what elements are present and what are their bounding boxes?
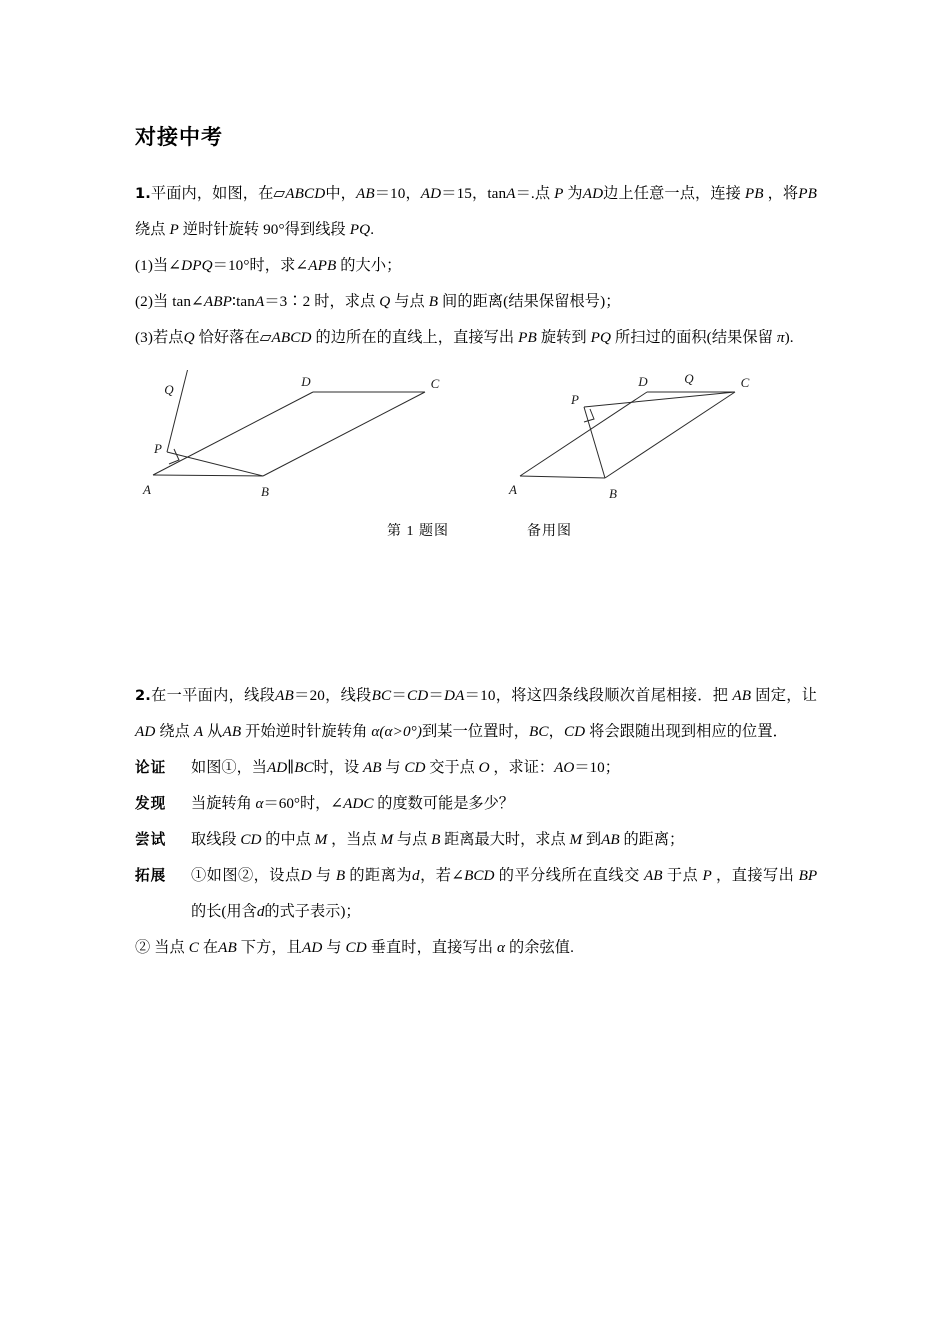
var-abcd: ABCD [285, 185, 326, 203]
stem-text: . [370, 221, 375, 239]
item-text: 如图①，当 [191, 759, 267, 777]
item-body [191, 822, 817, 858]
stem-text: 绕点 [159, 723, 190, 741]
var-bcd: BCD [464, 867, 495, 885]
stem-text: 为 [567, 185, 583, 203]
item-text: 的平分线所在直线交 [498, 867, 640, 885]
sub-text: ＝10°时，求∠ [212, 257, 309, 275]
var-ab: AB [601, 831, 620, 849]
var-abcd: ABCD [271, 329, 312, 347]
figure-1-diagram [142, 370, 440, 499]
var-alpha: α [255, 795, 264, 813]
var-pq: PQ [349, 221, 371, 239]
item-text: 距离最大时，求点 [444, 831, 566, 849]
var-d: D [300, 867, 312, 885]
item-label-changshi: 尝试 [135, 831, 167, 849]
var-m: M [314, 831, 328, 849]
stem-text: ， [548, 723, 564, 741]
problem-2-item-faxian [135, 786, 817, 822]
stem-text: 在一平面内，线段 [150, 687, 276, 705]
problem-1-sub-1 [135, 248, 817, 284]
segment-ab [153, 475, 263, 476]
segment-pq-2 [584, 392, 735, 407]
item-text: 的度数可能是多少？ [377, 795, 514, 813]
sub-text: 的边所在的直线上，直接写出 [315, 329, 515, 347]
var-q: Q [183, 329, 195, 347]
var-b: B [428, 293, 439, 311]
label-b: B [261, 484, 269, 500]
item-text: 与点 [396, 831, 428, 849]
stem-text: 中， [325, 185, 356, 203]
item-text: 的式子表示)； [264, 903, 361, 921]
item-text: 与 [385, 759, 401, 777]
value-ab: ＝10 [374, 185, 406, 203]
var-ab: AB [362, 759, 382, 777]
sub-text: ). [784, 329, 794, 347]
sub-text: 恰好落在 [198, 329, 260, 347]
var-cd: CD [404, 759, 426, 777]
sub-text: 若点 [153, 329, 184, 347]
segment-bc-2 [605, 392, 735, 478]
problem-2-stem [135, 678, 817, 750]
sub-text: 旋转到 [540, 329, 587, 347]
item-text: 的余弦值. [508, 939, 574, 957]
stem-text: 平面内，如图，在 [150, 185, 274, 203]
item-text: ，若∠ [419, 867, 465, 885]
problem-1-sub-3 [135, 320, 817, 356]
label-b-2: B [609, 486, 617, 502]
item-text: ＝60°时，∠ [263, 795, 344, 813]
item-text: 的中点 [265, 831, 311, 849]
item-text: 时，设 [313, 759, 360, 777]
var-ab-3: AB [222, 723, 242, 741]
tan-function: tan [487, 185, 507, 203]
item-text: ，当点 [331, 831, 377, 849]
item-text: 交于点 [429, 759, 475, 777]
sub-text: ∶tan [232, 293, 255, 311]
var-adc: ADC [343, 795, 374, 813]
segment-bc [263, 392, 425, 476]
var-q: Q [379, 293, 391, 311]
var-bp: BP [798, 867, 818, 885]
label-p-2: P [571, 392, 579, 408]
sub-text: ＝3∶2 时，求点 [264, 293, 376, 311]
var-b: B [431, 831, 441, 849]
var-p: P [554, 185, 564, 203]
var-cd: CD [406, 687, 429, 705]
segment-pb [167, 452, 263, 476]
stem-text: 绕点 [135, 221, 166, 239]
item-text: 当点 [150, 939, 185, 957]
problem-2-item-lunzheng [135, 750, 817, 786]
var-alpha: α [496, 939, 506, 957]
stem-text: 边上任意一点，连接 [603, 185, 741, 203]
stem-text: 到某一位置时， [422, 723, 530, 741]
var-c: C [188, 939, 199, 957]
geometry-figures-svg [135, 370, 817, 520]
var-ab: AB [218, 939, 237, 957]
stem-text: 开始逆时针旋转角 [245, 723, 368, 741]
sub-text: 的大小； [340, 257, 402, 275]
var-cd-2: CD [563, 723, 586, 741]
sub-text: 间的距离(结果保留根号)； [442, 293, 621, 311]
problem-2-number: 2. [135, 687, 151, 705]
sub-text: 当 tan∠ [153, 293, 204, 311]
problem-1-sub-2 [135, 284, 817, 320]
sub-text: 与点 [394, 293, 425, 311]
var-bc-2: BC [529, 723, 549, 741]
var-ad: AD [135, 723, 156, 741]
segment-pb-2 [584, 407, 605, 478]
label-c: C [430, 376, 440, 392]
var-ad-2: AD [582, 185, 604, 203]
var-abp: ABP [203, 293, 233, 311]
stem-text: ，将这四条线段顺次首尾相接．把 [495, 687, 729, 705]
item-label-faxian: 发现 [135, 795, 167, 813]
problem-2-item-final [135, 930, 817, 966]
item-text: ＝10； [574, 759, 620, 777]
vertical-spacer [135, 546, 817, 678]
var-alpha: α(α>0°) [371, 723, 423, 741]
var-ad: AD [266, 759, 288, 777]
item-text: 与 [326, 939, 342, 957]
var-a: A [506, 185, 516, 203]
page-title: 对接中考 [135, 125, 223, 149]
sub-marker: (3) [135, 329, 154, 347]
var-p-2: P [169, 221, 179, 239]
label-p: P [154, 441, 162, 457]
problem-1-figures [135, 370, 817, 520]
parallelogram-symbol: ▱ [273, 185, 286, 203]
var-d-lower: d [412, 867, 420, 885]
item-text: 当旋转角 [191, 795, 252, 813]
item-body [191, 858, 817, 930]
var-cd: CD [240, 831, 262, 849]
stem-text: 逆时针旋转 90°得到线段 [182, 221, 346, 239]
circled-two-marker: ② [135, 939, 151, 957]
sub-text: 所扫过的面积(结果保留 [614, 329, 773, 347]
item-text: ①如图②，设点 [191, 867, 301, 885]
item-text: 于点 [666, 867, 699, 885]
item-text: 的长(用含 [191, 903, 257, 921]
var-ab: AB [355, 185, 375, 203]
figure-2-diagram [508, 371, 750, 501]
var-bc: BC [294, 759, 314, 777]
label-q-2: Q [684, 371, 694, 387]
stem-text: 将会跟随出现到相应的位置． [589, 723, 788, 741]
var-da: DA [444, 687, 465, 705]
var-ab: AB [644, 867, 663, 885]
label-a-2: A [509, 482, 517, 498]
value-cd: ＝ [428, 687, 445, 705]
problem-1-stem: 1.平面内，如图，在▱ABCD中，AB＝10，AD＝15，tanA＝.点 P 为AD边上任意一点，连接 PB ，将PB 绕点 P 逆时针旋转 90°得到线段 PQ. [135, 185, 817, 239]
var-pb: PB [744, 185, 764, 203]
var-ao: AO [554, 759, 575, 777]
sub-text: 当∠ [153, 257, 182, 275]
var-b: B [335, 867, 346, 885]
var-cd: CD [345, 939, 367, 957]
item-text: 的距离为 [349, 867, 413, 885]
figure-1-caption: 第 1 题图 [387, 524, 449, 540]
page-content [135, 125, 817, 966]
var-m-2: M [380, 831, 394, 849]
var-ab-2: AB [732, 687, 752, 705]
segment-ab-2 [520, 476, 605, 478]
value-bc: ＝ [391, 687, 407, 705]
item-text: 到 [585, 831, 602, 849]
var-ad: AD [301, 939, 323, 957]
var-p: P [702, 867, 712, 885]
item-label-tuozhan: 拓展 [135, 867, 167, 885]
item-text: 的距离； [623, 831, 685, 849]
var-pi: π [776, 329, 785, 347]
sub-marker: (1) [135, 257, 154, 275]
problem-1-number: 1. [135, 185, 151, 203]
var-pq: PQ [590, 329, 612, 347]
var-a: A [254, 293, 265, 311]
value-ad: ＝15 [441, 185, 472, 203]
label-d: D [301, 374, 311, 390]
parallel-symbol: ∥ [287, 759, 295, 777]
stem-text: 点 [534, 185, 551, 203]
item-text: 垂直时，直接写出 [370, 939, 494, 957]
stem-text: ，线段 [324, 687, 372, 705]
var-pb: PB [518, 329, 537, 347]
var-dpq: DPQ [181, 257, 213, 275]
stem-text: ，将 [767, 185, 799, 203]
var-bc: BC [371, 687, 392, 705]
parallelogram-symbol: ▱ [259, 329, 272, 347]
item-text: 在 [202, 939, 219, 957]
value-da: ＝10 [464, 687, 496, 705]
stem-text: 从 [207, 723, 223, 741]
item-text: 下方，且 [240, 939, 302, 957]
value-ab: ＝20 [293, 687, 325, 705]
item-text: ，直接写出 [716, 867, 795, 885]
figure-captions [135, 520, 817, 546]
item-text: 与 [315, 867, 332, 885]
var-pb-2: PB [798, 185, 817, 203]
problem-2-item-changshi [135, 822, 817, 858]
var-o: O [478, 759, 490, 777]
label-a: A [143, 482, 151, 498]
var-a: A [193, 723, 204, 741]
label-q: Q [164, 382, 174, 398]
label-d-2: D [638, 374, 648, 390]
value-tana: ＝. [515, 185, 535, 203]
var-ad: AD [420, 185, 442, 203]
item-body [191, 786, 817, 822]
var-d-lower-2: d [256, 903, 265, 921]
item-body [191, 750, 817, 786]
sub-marker: (2) [135, 293, 154, 311]
stem-text: 固定，让 [755, 687, 817, 705]
figure-2-caption: 备用图 [527, 524, 572, 540]
item-text: 取线段 [191, 831, 237, 849]
problem-2-item-tuozhan [135, 858, 817, 930]
label-c-2: C [740, 375, 750, 391]
var-ab: AB [275, 687, 294, 705]
item-label-lunzheng: 论证 [135, 759, 167, 777]
item-text: ，求证： [493, 759, 555, 777]
var-apb: APB [308, 257, 337, 275]
var-m-3: M [569, 831, 583, 849]
